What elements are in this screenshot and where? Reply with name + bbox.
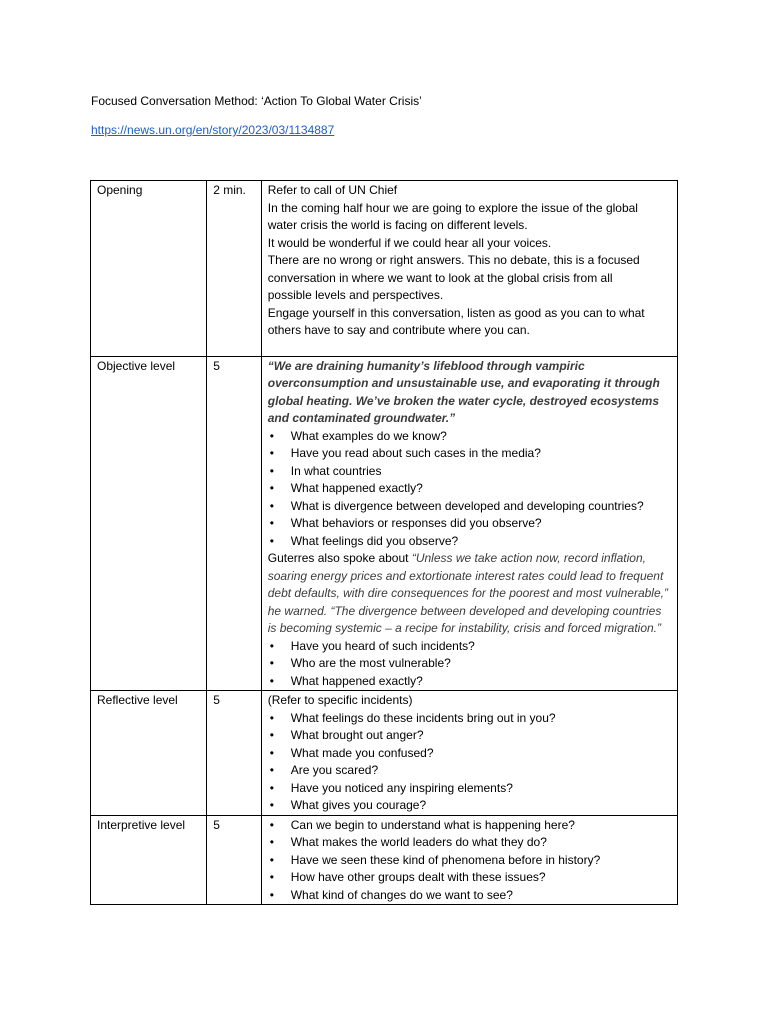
question-list <box>268 638 672 691</box>
table-row-reflective <box>91 691 678 816</box>
stage-content <box>261 181 677 357</box>
list-item: • What kind of changes do we want to see? <box>268 887 672 905</box>
list-item: • What makes the world leaders do what they do? <box>268 834 672 852</box>
question-list <box>268 817 672 905</box>
list-item: • What feelings do these incidents bring out in you? <box>268 710 672 728</box>
guterres-lead: Guterres also spoke about <box>267 551 412 565</box>
stage-label: Reflective level <box>91 691 207 816</box>
guterres-paragraph <box>268 550 672 638</box>
list-item: • Have you read about such cases in the media? <box>268 445 672 463</box>
stage-time: 2 min. <box>207 181 262 357</box>
text-line: There are no wrong or right answers. This no debate, this is a focused <box>267 253 640 267</box>
list-item: • Have you heard of such incidents? <box>268 638 672 656</box>
list-item: • What examples do we know? <box>268 428 672 446</box>
table-row-interpretive <box>91 815 678 905</box>
list-item: • What feelings did you observe? <box>268 533 672 551</box>
stage-content <box>261 691 677 816</box>
conversation-plan-table <box>90 180 678 905</box>
table-row-objective <box>91 356 678 691</box>
question-list <box>268 428 672 551</box>
list-item: • What happened exactly? <box>268 480 672 498</box>
text-line: (Refer to specific incidents) <box>267 693 413 707</box>
table-row-opening <box>91 181 678 357</box>
list-item: • How have other groups dealt with these issues? <box>268 869 672 887</box>
stage-time: 5 <box>207 356 262 691</box>
stage-content <box>261 356 677 691</box>
list-item: • What gives you courage? <box>268 797 672 815</box>
list-item: • Have you noticed any inspiring elements? <box>268 780 672 798</box>
text-line: others have to say and contribute where you can. <box>267 323 530 337</box>
list-item: • Have we seen these kind of phenomena before in history? <box>268 852 672 870</box>
stage-label: Opening <box>91 181 207 357</box>
list-item: • Who are the most vulnerable? <box>268 655 672 673</box>
document-title: Focused Conversation Method: ‘Action To Global Water Crisis’ <box>91 94 422 108</box>
list-item: • What is divergence between developed and developing countries? <box>268 498 672 516</box>
list-item: • Are you scared? <box>268 762 672 780</box>
guterres-quote: “We are draining humanity’s lifeblood through vampiric overconsumption and unsustainable use, and evaporating it through global heating. We’ve broken the water cycle, destroyed ecosystems and contaminated groundwater.” <box>267 358 660 425</box>
stage-label: Interpretive level <box>91 815 207 905</box>
question-list <box>268 710 672 815</box>
text-line: water crisis the world is facing on different levels. <box>267 218 528 232</box>
text-line: It would be wonderful if we could hear all your voices. <box>267 235 552 250</box>
source-link[interactable]: https://news.un.org/en/story/2023/03/1134887 <box>91 123 335 137</box>
text-line: In the coming half hour we are going to explore the issue of the global <box>267 200 638 215</box>
guterres-quote-2: “Unless we take action now, record inflation, soaring energy prices and extortionate interest rates could lead to frequent debt defaults, with dire consequences for the poorest and most vulnerable,” he warned. “The divergence between developed and developing countries is becoming systemic – a recipe for instability, crisis and forced migration.” <box>267 551 668 635</box>
list-item: • What behaviors or responses did you observe? <box>268 515 672 533</box>
stage-content <box>261 815 677 905</box>
stage-time: 5 <box>207 815 262 905</box>
text-line: possible levels and perspectives. <box>267 288 444 302</box>
text-line: Engage yourself in this conversation, listen as good as you can to what <box>267 305 645 320</box>
text-line: Refer to call of UN Chief <box>267 183 398 197</box>
list-item: • What made you confused? <box>268 745 672 763</box>
list-item: • What happened exactly? <box>268 673 672 691</box>
list-item: • In what countries <box>268 463 672 481</box>
list-item: • What brought out anger? <box>268 727 672 745</box>
stage-time: 5 <box>207 691 262 816</box>
stage-label: Objective level <box>91 356 207 691</box>
list-item: • Can we begin to understand what is happening here? <box>268 817 672 835</box>
text-line: conversation in where we want to look at the global crisis from all <box>267 270 613 285</box>
